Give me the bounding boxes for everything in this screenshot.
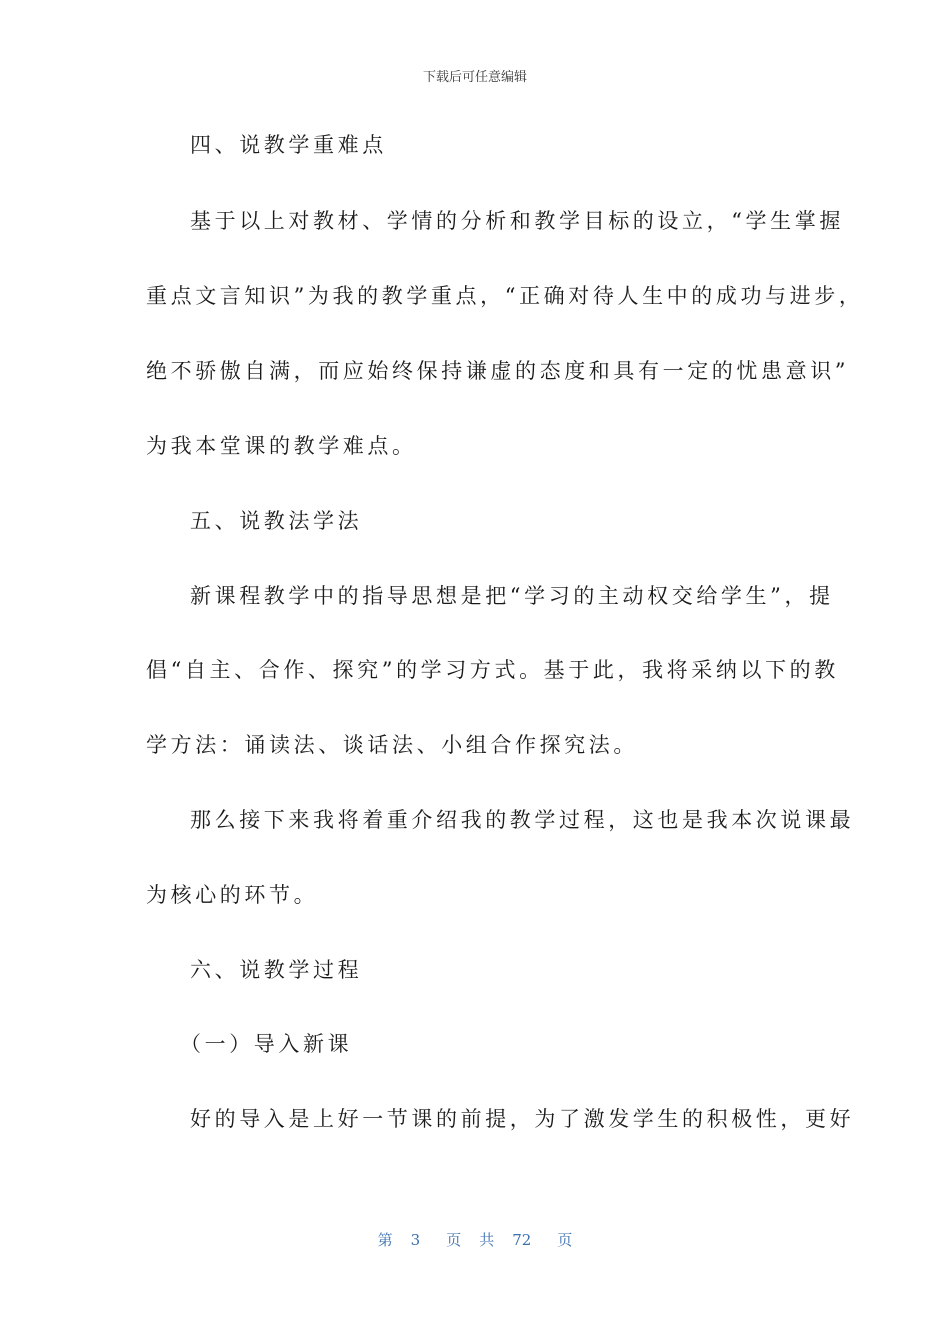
footer-mid2: 共	[479, 1231, 495, 1249]
footer-prefix: 第	[377, 1231, 393, 1249]
total-pages-number: 72	[512, 1231, 532, 1249]
section-heading-4: 四、说教学重难点	[190, 133, 387, 157]
footer-suffix: 页	[557, 1231, 573, 1249]
paragraph-line: 学方法：诵读法、谈话法、小组合作探究法。	[146, 733, 638, 757]
paragraph-line: 为核心的环节。	[146, 883, 319, 907]
paragraph-line: 为我本堂课的教学难点。	[146, 434, 417, 458]
footer-mid1: 页	[446, 1231, 462, 1249]
current-page-number: 3	[410, 1231, 421, 1249]
paragraph-line: 绝不骄傲自满，而应始终保持谦虚的态度和具有一定的忧患意识”	[146, 359, 850, 383]
paragraph-line: 倡“自主、合作、探究”的学习方式。基于此，我将采纳以下的教	[146, 658, 839, 682]
paragraph-line: 那么接下来我将着重介绍我的教学过程，这也是我本次说课最	[190, 808, 855, 832]
section-heading-5: 五、说教法学法	[190, 509, 363, 533]
page-footer	[0, 1229, 950, 1250]
paragraph-line: 基于以上对教材、学情的分析和教学目标的设立，“学生掌握	[190, 209, 844, 233]
paragraph-line: 新课程教学中的指导思想是把“学习的主动权交给学生”，提	[190, 584, 834, 608]
page-header: 下载后可任意编辑	[422, 70, 527, 85]
paragraph-line: 好的导入是上好一节课的前提，为了激发学生的积极性，更好	[190, 1107, 855, 1131]
subsection-heading: （一）导入新课	[180, 1032, 353, 1056]
section-heading-6: 六、说教学过程	[190, 958, 363, 982]
paragraph-line: 重点文言知识”为我的教学重点，“正确对待人生中的成功与进步，	[146, 284, 864, 308]
